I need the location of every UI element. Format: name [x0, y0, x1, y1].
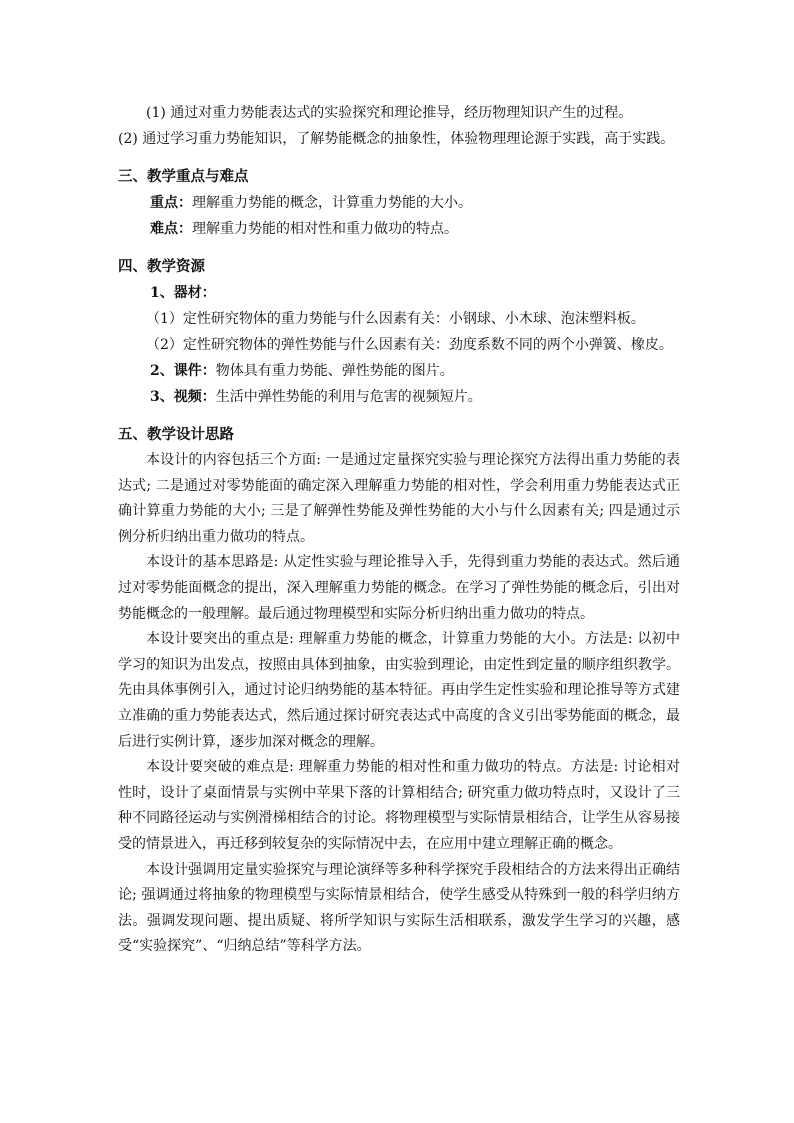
design-paragraph-2: 本设计的基本思路是: 从定性实验与理论推导入手，先得到重力势能的表达式。然后通过对零势能面概念的提出，深入理解重力势能的概念。在学习了弹性势能的概念后，引出对势能概念的一般理解。最后通过物理模型和实际分析归纳出重力做功的特点。: [118, 554, 680, 622]
design-paragraph-5: 本设计强调用定量实验探究与理论演绎等多种科学探究手段相结合的方法来得出正确结论; 强调通过将抽象的物理模型与实际情景相结合，使学生感受从特殊到一般的科学归纳方法。强调发现问题、提出质疑、将所学知识与实际生活相联系，激发学生学习的兴趣，感受“实验探究”、“归纳总结”等科学方法。: [118, 861, 680, 955]
difficulty-point-text: 理解重力势能的相对性和重力做功的特点。: [192, 221, 458, 237]
equipment-item-2: （2）定性研究物体的弹性势能与什么因素有关：劲度系数不同的两个小弹簧、橡皮。: [146, 337, 673, 353]
key-point-label: 重点：: [150, 195, 192, 211]
difficulty-point-label: 难点：: [150, 221, 192, 237]
document-page: [118, 100, 680, 960]
design-paragraph-3: 本设计要突出的重点是: 理解重力势能的概念，计算重力势能的大小。方法是: 以初中学习的知识为出发点，按照由具体到抽象，由实验到理论，由定性到定量的顺序组织教学。先由具体事例引入，通过讨论归纳势能的基本特征。再由学生定性实验和理论推导等方式建立准确的重力势能表达式，然后通过探讨研究表达式中高度的含义引出零势能面的概念，最后进行实例计算，逐步加深对概念的理解。: [118, 631, 680, 750]
equipment-label-text: 1、器材：: [150, 285, 216, 301]
objective-2: (2) 通过学习重力势能知识，了解势能概念的抽象性，体验物理理论源于实践，高于实践。: [118, 131, 675, 147]
section-3-title: 三、教学重点与难点: [118, 168, 249, 185]
video: [118, 384, 680, 410]
objective-1: (1) 通过对重力势能表达式的实验探究和理论推导，经历物理知识产生的过程。: [146, 105, 633, 121]
difficulty-point: [118, 216, 680, 242]
courseware-label: 2、课件：: [150, 363, 216, 379]
design-paragraph-4: 本设计要突破的难点是: 理解重力势能的相对性和重力做功的特点。方法是: 讨论相对性时，设计了桌面情景与实例中苹果下落的计算相结合; 研究重力做功特点时，又设计了三种不同路径运动与实例滑梯相结合的讨论。将物理模型与实际情景相结合，让学生从容易接受的情景进入，再迁移到较复杂的实际情况中去，在应用中建立理解正确的概念。: [118, 759, 680, 852]
section-5-title: 五、教学设计思路: [118, 426, 234, 443]
equipment-item-1: （1）定性研究物体的重力势能与什么因素有关：小钢球、小木球、泡沫塑料板。: [146, 311, 645, 327]
equipment-label: [118, 280, 680, 306]
courseware-text: 物体具有重力势能、弹性势能的图片。: [215, 363, 454, 379]
key-point: [118, 190, 680, 216]
section-4-title: 四、教学资源: [118, 258, 205, 275]
courseware: [118, 358, 680, 384]
video-label: 3、视频：: [150, 389, 216, 405]
design-paragraph-1: 本设计的内容包括三个方面: 一是通过定量探究实验与理论探究方法得出重力势能的表达式; 二是通过对零势能面的确定深入理解重力势能的相对性，学会利用重力势能表达式正确计算重力势能的大小; 三是了解弹性势能及弹性势能的大小与什么因素有关; 四是通过示例分析归纳出重力做功的特点。: [118, 452, 680, 545]
key-point-text: 理解重力势能的概念，计算重力势能的大小。: [192, 195, 472, 211]
video-text: 生活中弹性势能的利用与危害的视频短片。: [215, 389, 482, 405]
